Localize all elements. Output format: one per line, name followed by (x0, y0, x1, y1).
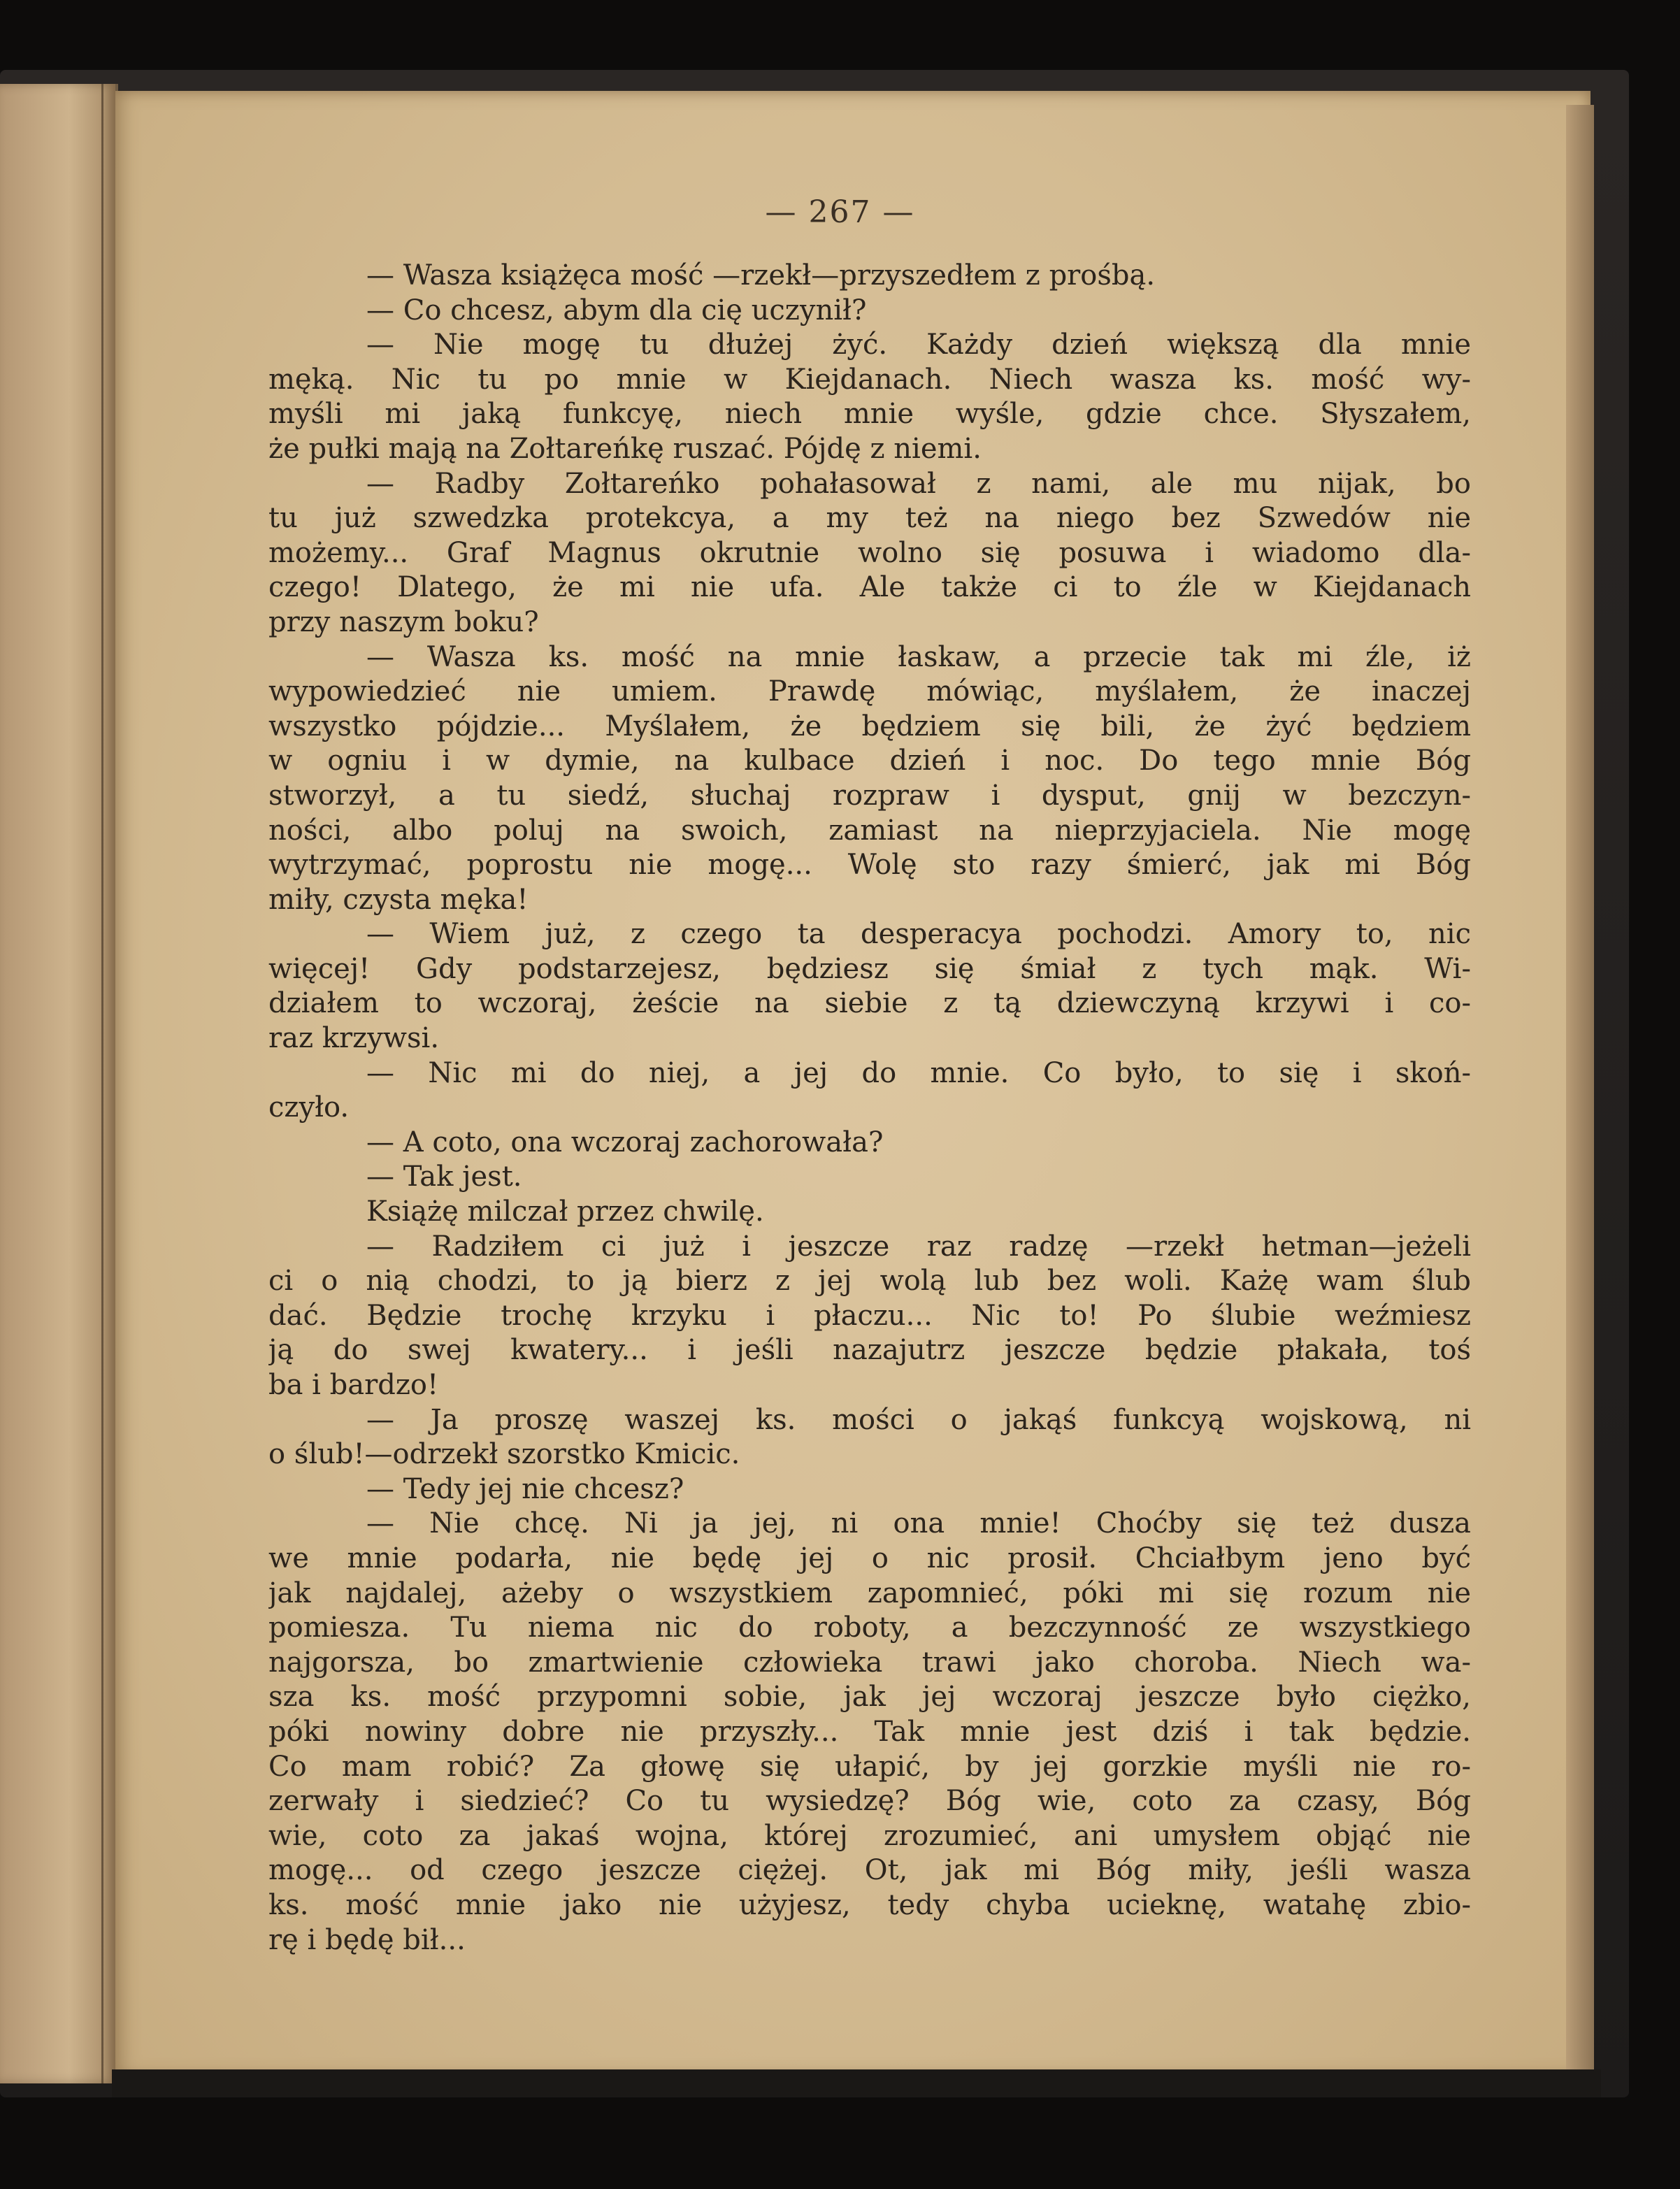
text-line: miły, czysta męka! (268, 883, 529, 916)
text-line: męką. Nic tu po mnie w Kiejdanach. Niech wasza ks. mość wy- (268, 363, 1471, 396)
text-line: — Wasza ks. mość na mnie łaskaw, a przecie tak mi źle, iż (366, 640, 1471, 673)
text-line: stworzył, a tu siedź, słuchaj rozpraw i dysput, gnij w bezczyn- (268, 779, 1471, 812)
text-line: jak najdalej, ażeby o wszystkiem zapomnieć, póki mi się rozum nie (268, 1577, 1471, 1609)
text-line: myśli mi jaką funkcyę, niech mnie wyśle, gdzie chce. Słyszałem, (268, 398, 1471, 431)
page-fold (101, 84, 103, 2083)
text-line: — Wiem już, z czego ta desperacya pochodzi. Amory to, nic (366, 918, 1471, 951)
text-line: wszystko pójdzie... Myślałem, że będziem się bili, że żyć będziem (268, 710, 1471, 742)
text-line: — Nic mi do niej, a jej do mnie. Co było, to się i skoń- (366, 1056, 1471, 1089)
text-line: dać. Będzie trochę krzyku i płaczu... Nic to! Po ślubie weźmiesz (268, 1299, 1471, 1332)
text-line: — Radby Zołtareńko pohałasował z nami, ale mu nijak, bo (366, 467, 1471, 500)
text-line: Co mam robić? Za głowę się ułapić, by jej gorzkie myśli nie ro- (268, 1750, 1471, 1783)
text-line: ją do swej kwatery... i jeśli nazajutrz jeszcze będzie płakała, toś (268, 1334, 1471, 1367)
text-line: — Tak jest. (366, 1161, 522, 1193)
text-line: — Radziłem ci już i jeszcze raz radzę —rzekł hetman—jeżeli (366, 1230, 1471, 1263)
text-line: pomiesza. Tu niema nic do roboty, a bezczynność ze wszystkiego (268, 1612, 1471, 1644)
text-line: — Wasza książęca mość —rzekł—przyszedłem z prośbą. (366, 259, 1156, 292)
text-line: Książę milczał przez chwilę. (366, 1196, 764, 1228)
text-line: — Tedy jej nie chcesz? (366, 1472, 684, 1505)
cover-bottom (112, 2069, 1601, 2097)
text-line: możemy... Graf Magnus okrutnie wolno się posuwa i wiadomo dla- (268, 536, 1471, 569)
text-line: najgorsza, bo zmartwienie człowieka trawi jako choroba. Niech wa- (268, 1646, 1471, 1679)
page-number: — 267 — (765, 194, 915, 230)
text-line: ci o nią chodzi, to ją bierz z jej wolą lub bez woli. Każę wam ślub (268, 1265, 1471, 1298)
text-line: — Co chcesz, abym dla cię uczynił? (366, 294, 867, 326)
left-page-edge (0, 84, 118, 2083)
text-line: więcej! Gdy podstarzejesz, będziesz się śmiał z tych mąk. Wi- (268, 952, 1471, 985)
text-line: wytrzymać, poprostu nie mogę... Wolę sto razy śmierć, jak mi Bóg (268, 849, 1471, 882)
text-line: działem to wczoraj, żeście na siebie z tą dziewczyną krzywi i co- (268, 987, 1471, 1020)
text-line: ności, albo poluj na swoich, zamiast na nieprzyjaciela. Nie mogę (268, 814, 1471, 847)
text-line: czego! Dlatego, że mi nie ufa. Ale także ci to źle w Kiejdanach (268, 571, 1471, 604)
text-line: mogę... od czego jeszcze ciężej. Ot, jak mi Bóg miły, jeśli wasza (268, 1854, 1471, 1887)
text-line: raz krzywsi. (268, 1022, 440, 1055)
text-line: tu już szwedzka protekcya, a my też na niego bez Szwedów nie (268, 502, 1471, 535)
text-line: wypowiedzieć nie umiem. Prawdę mówiąc, myślałem, że inaczej (268, 675, 1471, 708)
text-line: — Nie mogę tu dłużej żyć. Każdy dzień większą dla mnie (366, 329, 1471, 361)
text-line: rę i będę bił... (268, 1923, 466, 1956)
text-line: o ślub!—odrzekł szorstko Kmicic. (268, 1438, 740, 1471)
text-line: że pułki mają na Zołtareńkę ruszać. Pójdę z niemi. (268, 432, 982, 465)
text-line: póki nowiny dobre nie przyszły... Tak mnie jest dziś i tak będzie. (268, 1715, 1471, 1748)
text-line: sza ks. mość przypomni sobie, jak jej wczoraj jeszcze było ciężko, (268, 1681, 1471, 1714)
text-line: czyło. (268, 1091, 350, 1124)
text-line: zerwały i siedzieć? Co tu wysiedzę? Bóg wie, coto za czasy, Bóg (268, 1785, 1471, 1818)
text-block (268, 259, 1471, 1958)
page-stack-edge (1566, 105, 1594, 2076)
text-line: ks. mość mnie jako nie użyjesz, tedy chyba ucieknę, watahę zbio- (268, 1888, 1471, 1921)
text-line: przy naszym boku? (268, 605, 539, 638)
text-line: wie, coto za jakaś wojna, której zrozumieć, ani umysłem objąć nie (268, 1819, 1471, 1852)
text-line: — Nie chcę. Ni ja jej, ni ona mnie! Choćby się też dusza (366, 1507, 1471, 1540)
text-line: w ogniu i w dymie, na kulbace dzień i noc. Do tego mnie Bóg (268, 745, 1471, 777)
text-line: — Ja proszę waszej ks. mości o jakąś funkcyą wojskową, ni (366, 1403, 1471, 1436)
text-line: — A coto, ona wczoraj zachorowała? (366, 1126, 884, 1158)
text-line: ba i bardzo! (268, 1369, 439, 1401)
text-line: we mnie podarła, nie będę jej o nic prosił. Chciałbym jeno być (268, 1542, 1471, 1574)
